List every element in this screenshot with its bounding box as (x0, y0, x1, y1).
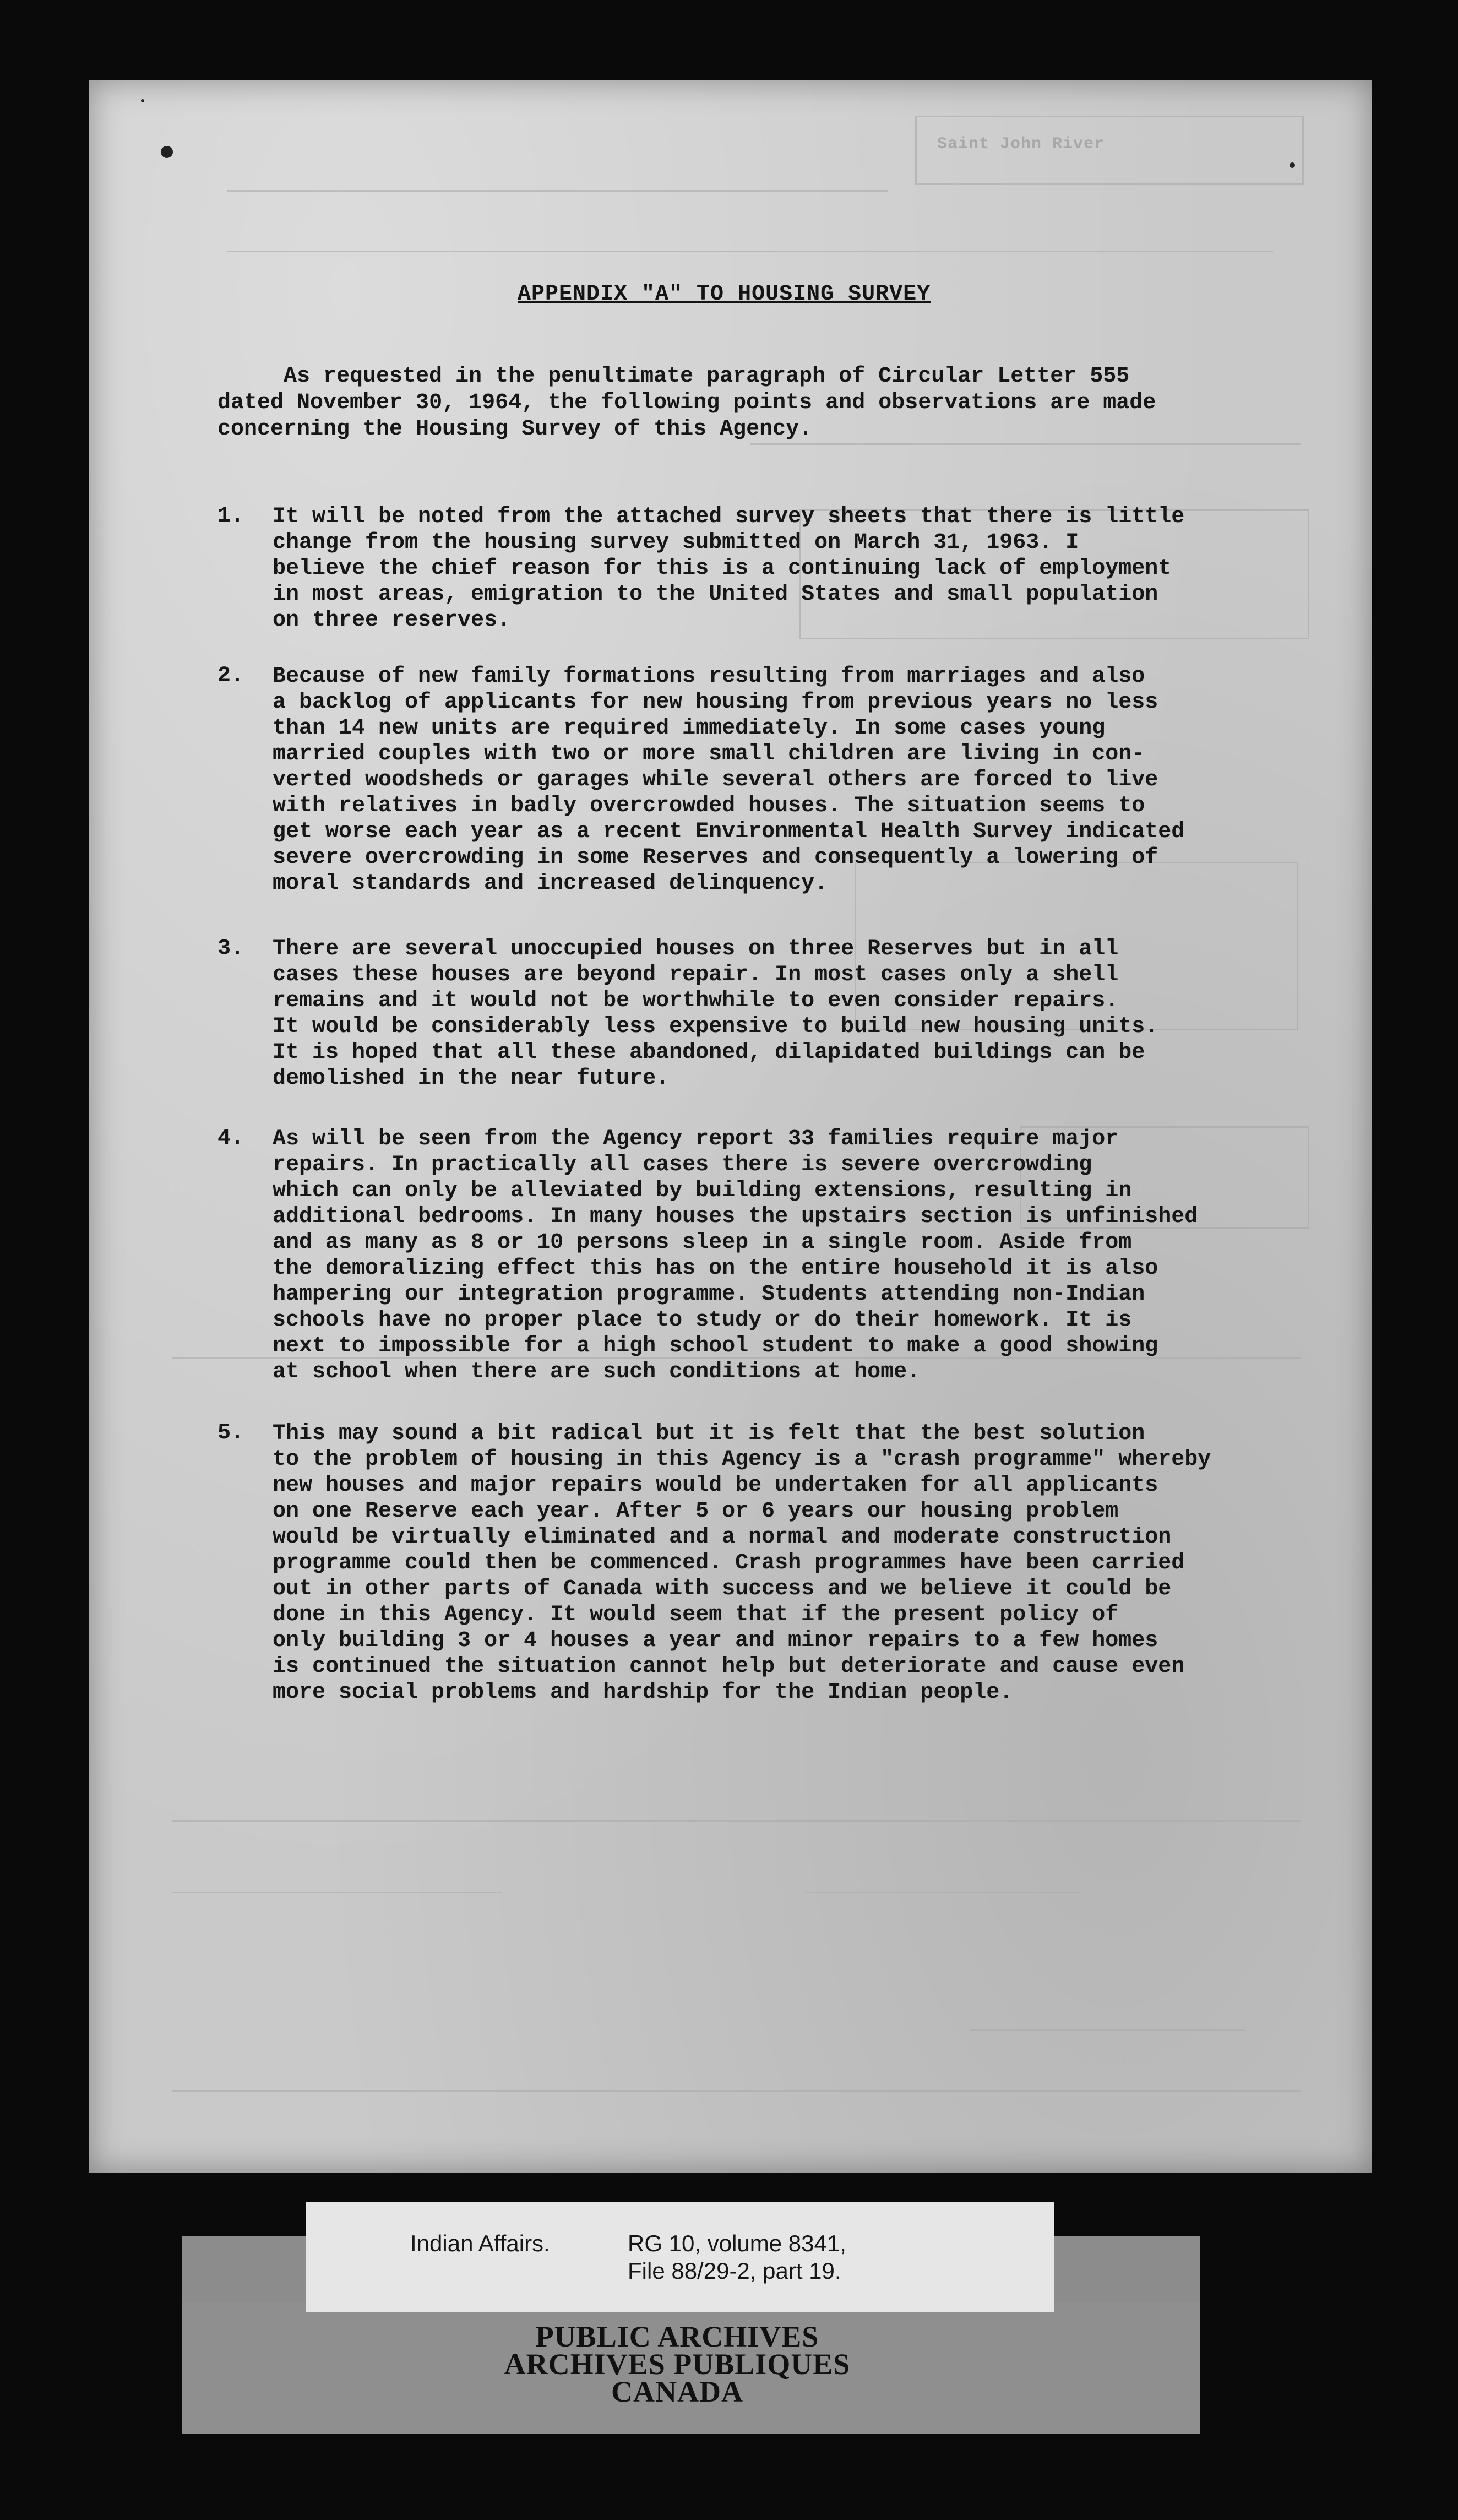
ghost-line (172, 1820, 1301, 1822)
ghost-line (805, 1892, 1080, 1893)
ghost-line (970, 2029, 1245, 2031)
ghost-line (172, 1892, 502, 1893)
dust-speck (161, 146, 173, 158)
label-department: Indian Affairs. (410, 2230, 550, 2256)
document-title: APPENDIX "A" TO HOUSING SURVEY (518, 282, 931, 307)
label-reference-line2: File 88/29-2, part 19. (628, 2258, 841, 2284)
ghost-header-text: Saint John River (937, 135, 1105, 154)
item-text: It will be noted from the attached survey sheets that there is little change from the housing survey submitted on March 31, 1963. I believe the chief reason for this is a continuing lack of employment in most areas, emigration to the United States and small population on three reserves. (273, 504, 1185, 633)
item-number: 4. (217, 1126, 244, 1151)
item-number: 3. (217, 936, 244, 961)
ghost-line (172, 2090, 1301, 2092)
item-text: As will be seen from the Agency report 33 families require major repairs. In practically all cases there is severe overcrowding which can only be alleviated by building extensions, resulting in additional bedrooms. In many houses the upstairs section is unfinished and as many as 8 or 10 persons sleep in a single room. Aside from the demoralizing effect this has on the entire household it is also hampering our integration programme. Students attending non-Indian schools have no proper place to study or do their homework. It is next to impossible for a high school student to make a good showing at school when there are such conditions at home. (273, 1127, 1198, 1384)
archive-stamp-line2: ARCHIVES PUBLIQUES (504, 2348, 851, 2381)
item-number: 5. (217, 1421, 244, 1446)
ghost-line (227, 190, 888, 192)
ghost-line (750, 443, 1301, 445)
item-text: There are several unoccupied houses on three Reserves but in all cases these houses are beyond repair. In most cases only a shell remains and it would not be worthwhile to even consider repairs. It would be considerably less expensive to build new housing units. It is hoped that all these abandoned, dilapidated buildings can be demolished in the near future. (273, 937, 1158, 1091)
archive-stamp-line1: PUBLIC ARCHIVES (535, 2320, 819, 2353)
item-number: 2. (217, 664, 244, 688)
label-reference-line1: RG 10, volume 8341, (628, 2230, 846, 2256)
dust-speck (141, 99, 144, 102)
item-text: Because of new family formations resulting from marriages and also a backlog of applicants for new housing from previous years no less than 14 new units are required immediately. In some cases young married couples with two or more small children are living in con- verted woodsheds or garages while several others are forced to live with relatives in badly overcrowded houses. The situation seems to get worse each year as a recent Environmental Health Survey indicated severe overcrowding in some Reserves and consequently a lowering of moral standards and increased delinquency. (273, 664, 1185, 896)
ghost-line (227, 251, 1273, 252)
dust-speck (1290, 162, 1295, 168)
intro-paragraph: As requested in the penultimate paragraph of Circular Letter 555 dated November 30, 1964, the following points and observations are made concerning the Housing Survey of this Agency. (217, 364, 1156, 442)
archive-reference-card (306, 2202, 1054, 2312)
item-text: This may sound a bit radical but it is felt that the best solution to the problem of housing in this Agency is a "crash programme" whereby new houses and major repairs would be undertaken for all applicants on one Reserve each year. After 5 or 6 years our housing problem would be virtually eliminated and a normal and moderate construction programme could then be commenced. Crash programmes have been carried out in other parts of Canada with success and we believe it could be done in this Agency. It would seem that if the present policy of only building 3 or 4 houses a year and minor repairs to a few homes is continued the situation cannot help but deteriorate and cause even more social problems and hardship for the Indian people. (273, 1421, 1211, 1705)
archive-stamp-line3: CANADA (611, 2375, 743, 2408)
item-number: 1. (217, 504, 244, 529)
